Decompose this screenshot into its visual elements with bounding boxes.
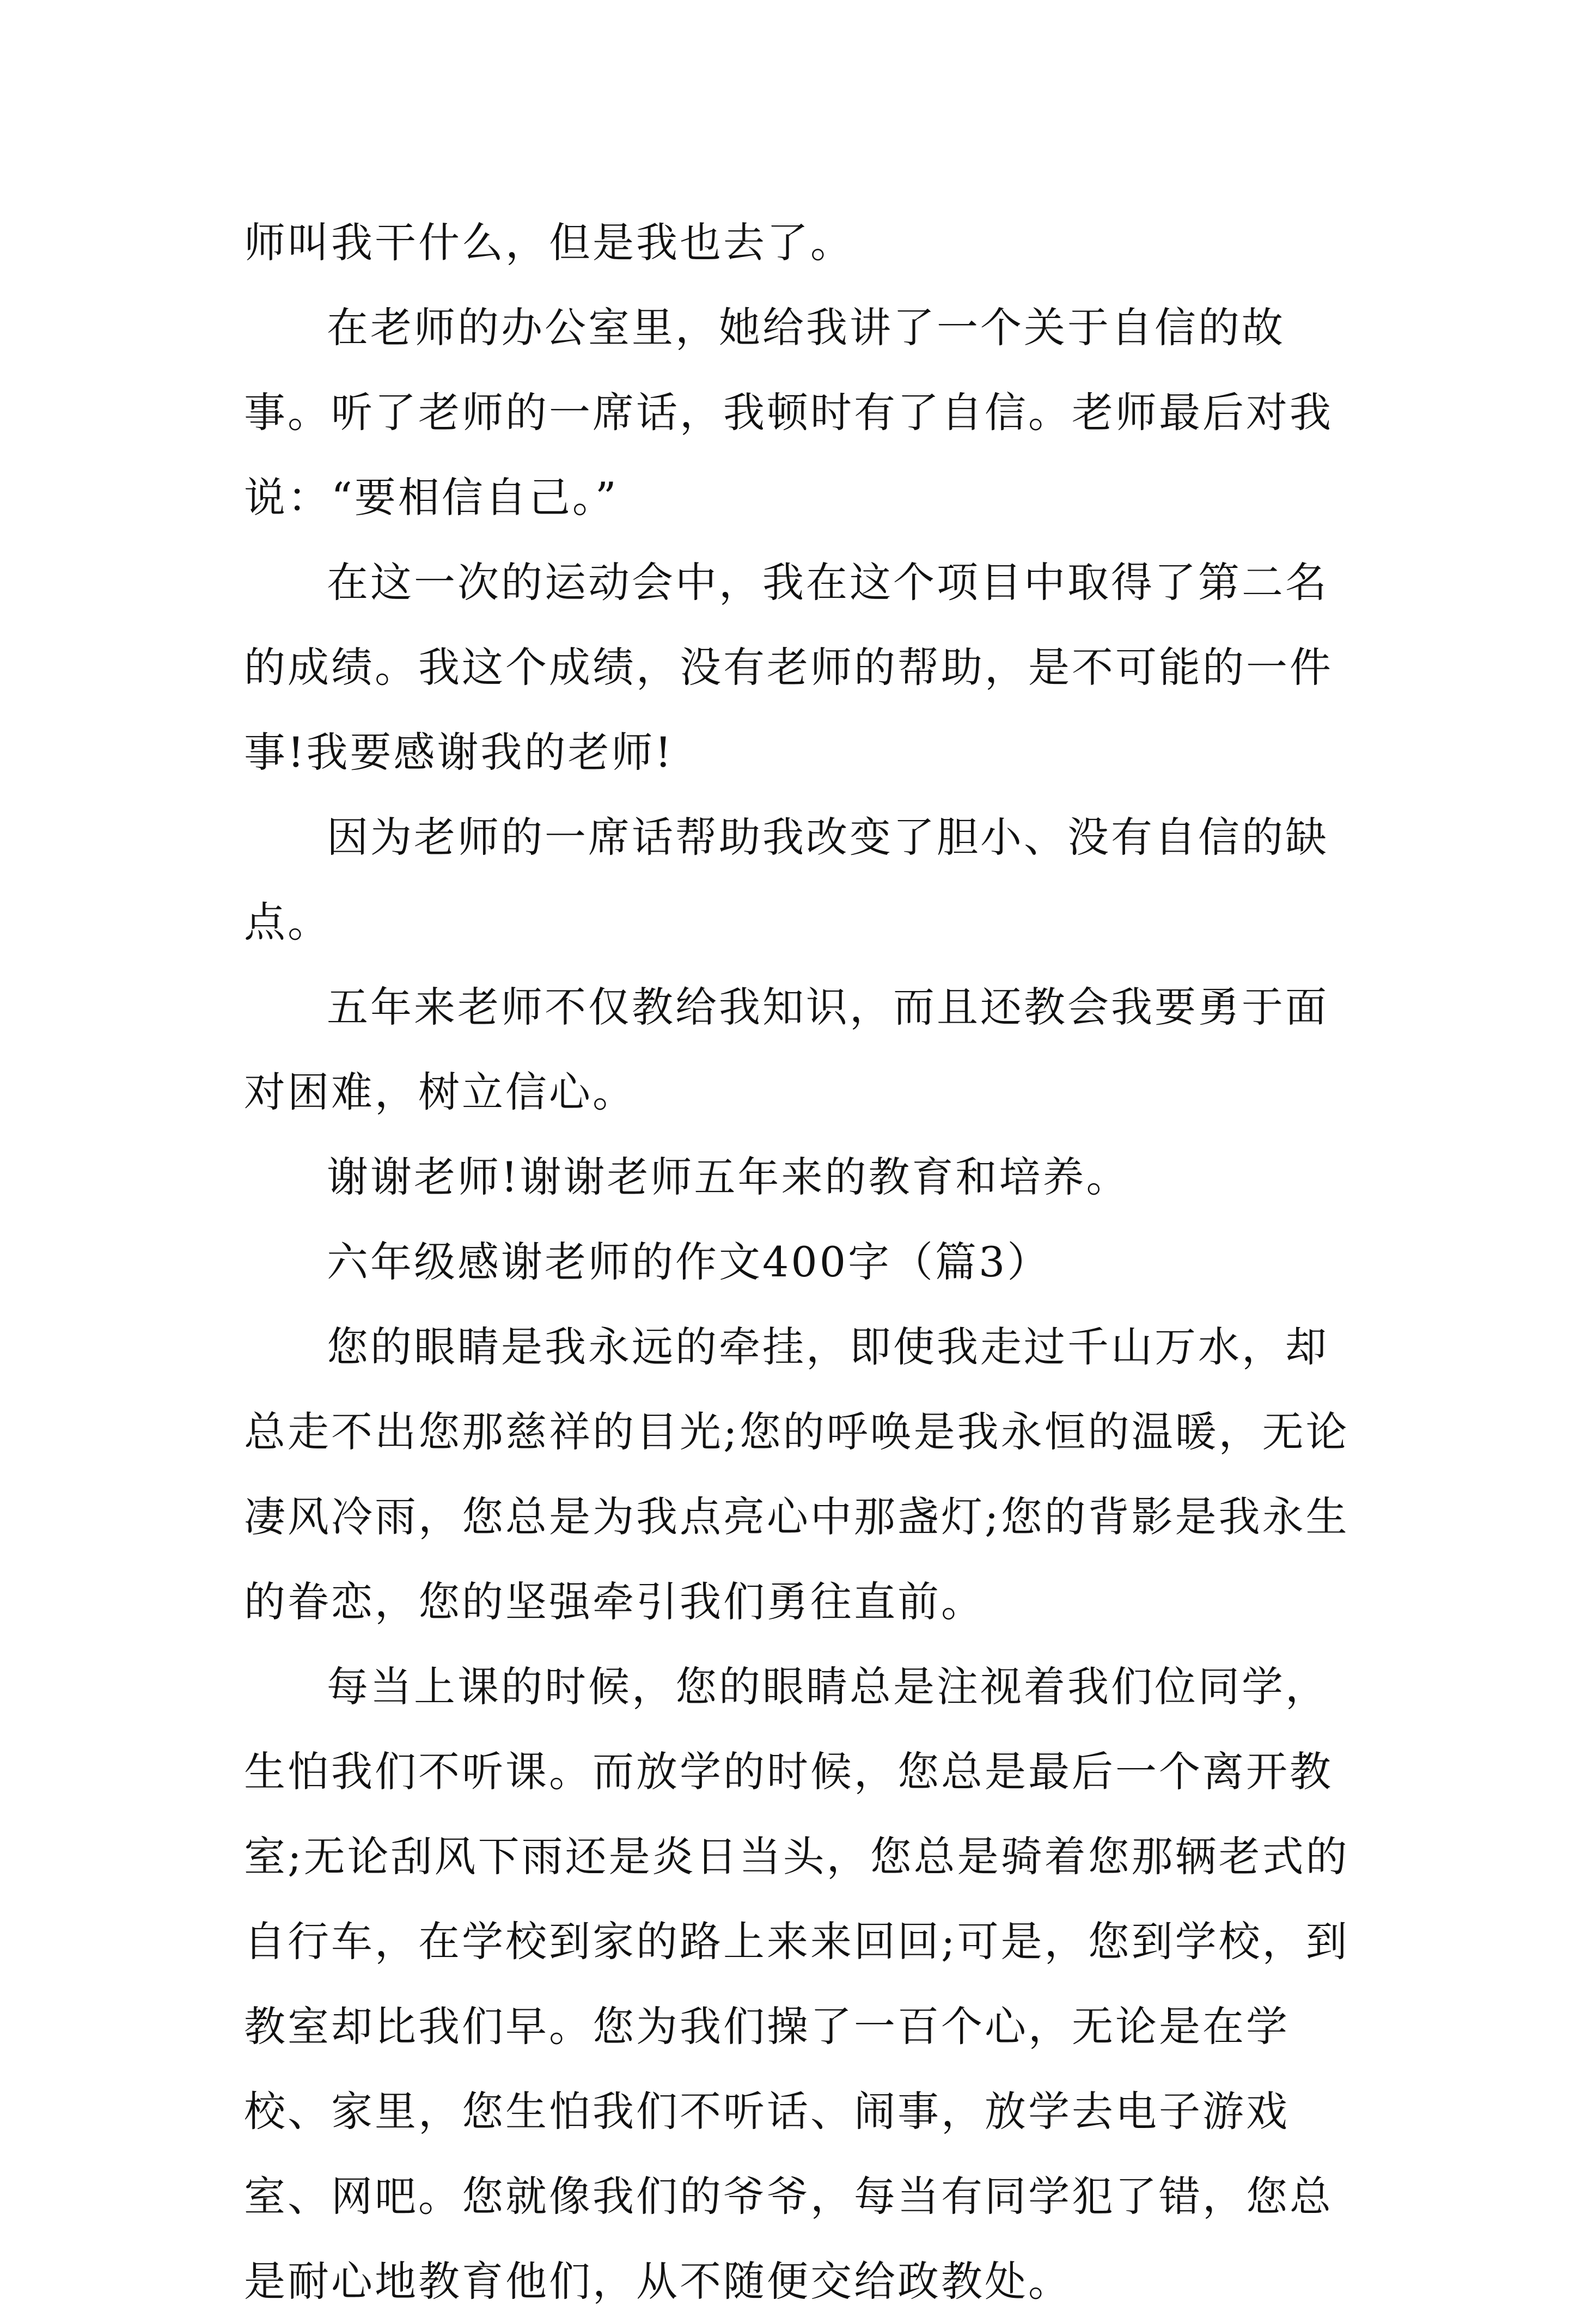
paragraph: 每当上课的时候，您的眼睛总是注视着我们位同学，生怕我们不听课。而放学的时候，您总是最后一个离开教室;无论刮风下雨还是炎日当头，您总是骑着您那辆老式的自行车，在学校到家的路上来来回回;可是，您到学校，到教室却比我们早。您为我们操了一百个心，无论是在学校、家里，您生怕我们不听话、闹事，放学去电子游戏室、网吧。您就像我们的爷爷，每当有同学犯了错，您总是耐心地教育他们，从不随便交给政教处。 bbox=[244, 1662, 1349, 2305]
paragraph: 在老师的办公室里，她给我讲了一个关于自信的故事。听了老师的一席话，我顿时有了自信。老师最后对我说：“要相信自己。” bbox=[244, 303, 1333, 522]
paragraph: 您的眼睛是我永远的牵挂，即使我走过千山万水，却总走不出您那慈祥的目光;您的呼唤是我永恒的温暖，无论凄风冷雨，您总是为我点亮心中那盏灯;您的背影是我永生的眷恋，您的坚强牵引我们勇往直前。 bbox=[244, 1323, 1349, 1626]
paragraph: 谢谢老师!谢谢老师五年来的教育和培养。 bbox=[327, 1153, 1130, 1201]
paragraph: 因为老师的一席话帮助我改变了胆小、没有自信的缺点。 bbox=[244, 813, 1329, 946]
document-body bbox=[244, 200, 1355, 2324]
paragraph-continuation: 师叫我干什么，但是我也去了。 bbox=[244, 218, 854, 267]
paragraph: 在这一次的运动会中，我在这个项目中取得了第二名的成绩。我这个成绩，没有老师的帮助，是不可能的一件事!我要感谢我的老师! bbox=[244, 558, 1333, 776]
paragraph: 五年来老师不仅教给我知识，而且还教会我要勇于面对困难，树立信心。 bbox=[244, 983, 1329, 1116]
section-heading: 六年级感谢老师的作文400字（篇3） bbox=[327, 1238, 1051, 1286]
